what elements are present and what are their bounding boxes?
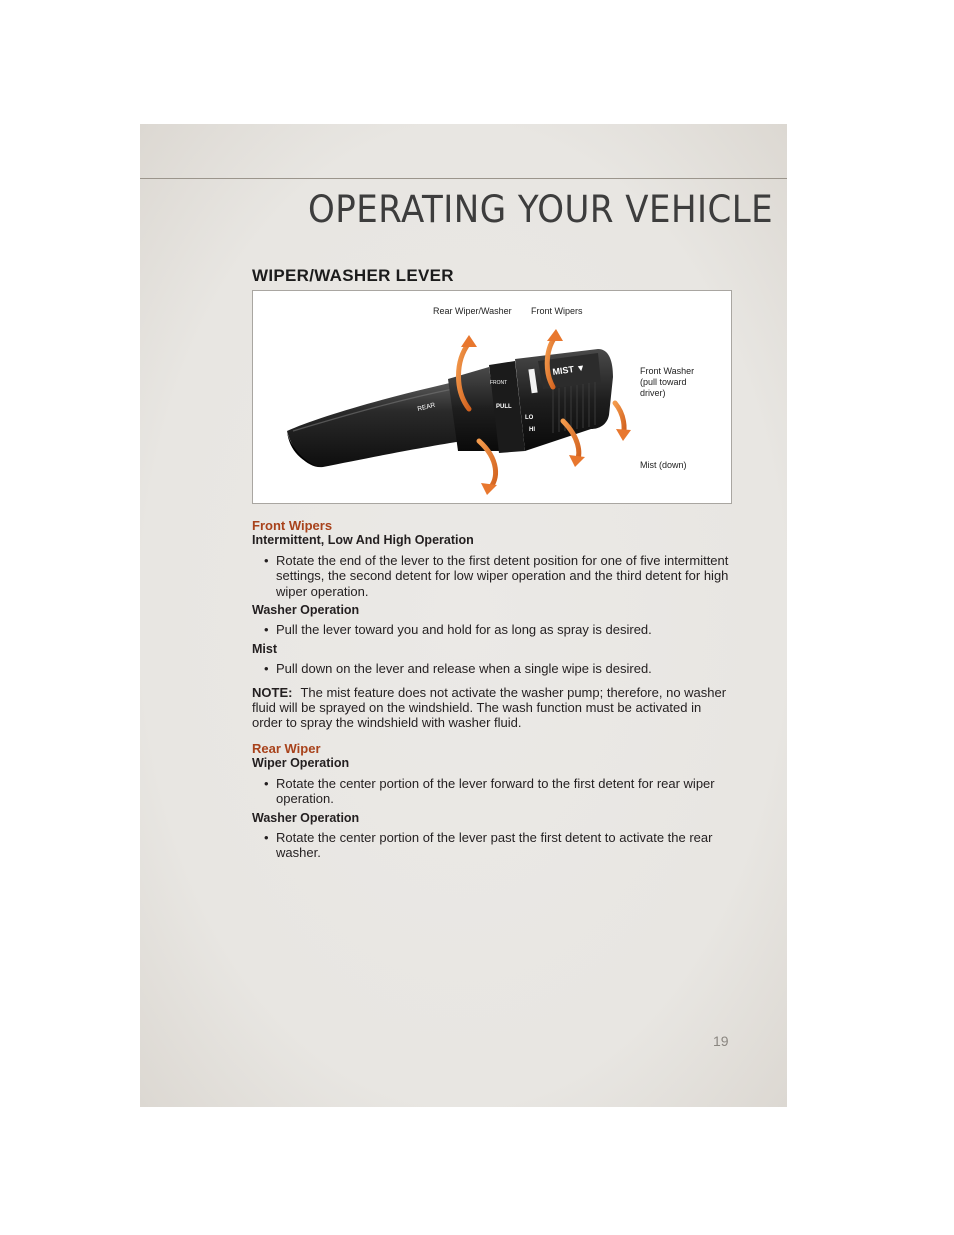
front-wipers-sub-intermittent: Intermittent, Low And High Operation [252,533,474,548]
list-item: • Rotate the center portion of the lever past the first detent to activate the rear washer. [276,830,730,861]
label-front-washer-line2: (pull toward [640,377,687,387]
label-rear-wiper-washer: Rear Wiper/Washer [433,306,512,316]
label-front-washer-line3: driver) [640,388,666,398]
rear-wiper-list-2 [252,830,730,861]
label-front-washer [640,366,694,399]
front-wipers-list-3 [252,661,730,676]
rear-wiper-heading: Rear Wiper [252,740,321,756]
rear-wiper-list-1 [252,776,730,807]
mark-rear: REAR [416,401,437,413]
label-front-washer-line1: Front Washer [640,366,695,376]
front-wipers-sub-mist: Mist [252,641,277,656]
label-front-wipers: Front Wipers [531,306,583,316]
note-label: NOTE: [252,684,293,700]
label-mist-down: Mist (down) [640,460,687,470]
wiper-lever-figure [252,290,732,504]
mark-lo: LO [525,415,534,421]
body-content [252,518,730,865]
mist-note [252,685,730,731]
lever-stalk [287,381,463,467]
front-wipers-list-1 [252,553,730,599]
front-wipers-heading: Front Wipers [252,518,333,533]
list-item: • Rotate the center portion of the lever forward to the first detent for rear wiper operation. [276,776,730,807]
list-item: • Rotate the end of the lever to the first detent position for one of five intermittent settings, the second detent for low wiper operation and the third detent for high wiper operation. [276,553,730,599]
mark-hi: HI [529,427,535,433]
note-text: The mist feature does not activate the washer pump; therefore, no washer fluid will be sprayed on the windshield. The wash function must be activated in order to spray the windshield with washer fluid. [252,684,727,731]
front-wipers-sub-washer: Washer Operation [252,603,360,618]
rear-wiper-sub-washer: Washer Operation [252,810,360,825]
page-title: OPERATING YOUR VEHICLE [308,188,774,231]
mark-mist: MIST ▼ [551,362,586,377]
front-wipers-list-2 [252,622,730,637]
mark-pull: PULL [496,404,512,410]
list-item: • Pull down on the lever and release when a single wipe is desired. [276,661,730,676]
header-rule [140,178,787,179]
rear-wiper-sub-wiper: Wiper Operation [252,756,350,771]
list-item: • Pull the lever toward you and hold for as long as spray is desired. [276,622,730,637]
page-number: 19 [713,1033,729,1049]
section-title: WIPER/WASHER LEVER [252,266,454,285]
mark-front: FRONT [490,380,508,386]
